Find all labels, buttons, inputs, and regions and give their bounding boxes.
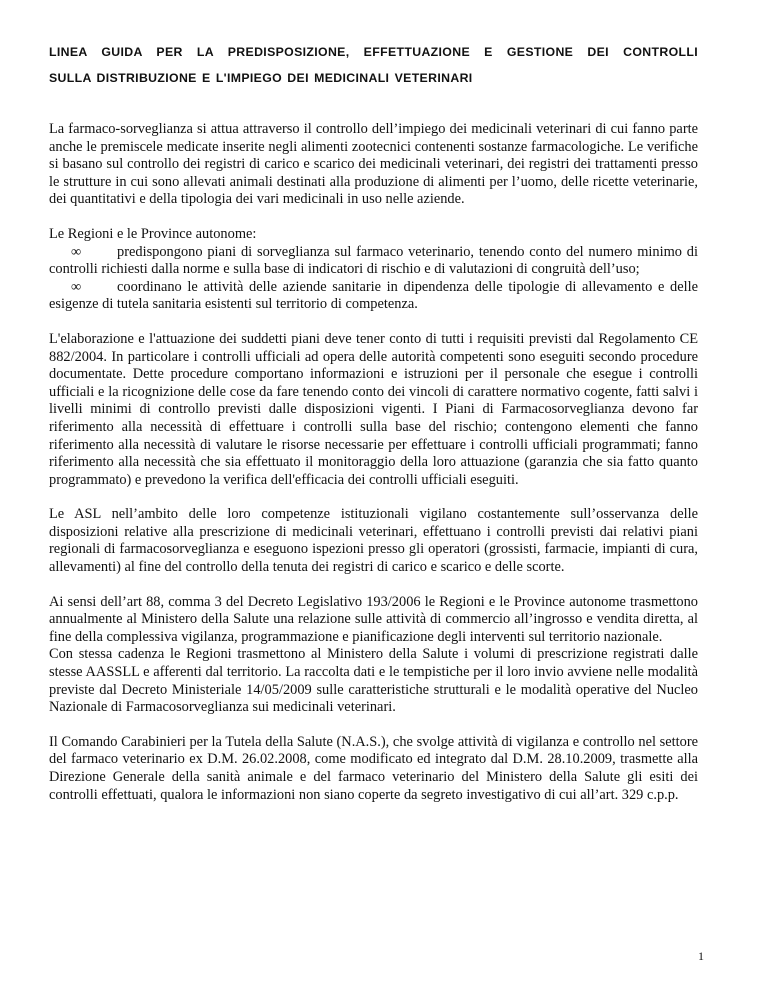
cadenza-paragraph: Con stessa cadenza le Regioni trasmettono al Ministero della Salute i volumi di prescrizione registrati dalle stesse AASSLL e afferenti dal territorio. La raccolta dati e le tempistiche per il loro invio avviene nelle modalità previste dal Decreto Ministeriale 14/05/2009 sulle caratteristiche strutturali e le modalità operative del Nucleo Nazionale di Farmacosorveglianza sui medicinali veterinari.: [49, 646, 698, 716]
bullet-item: [49, 279, 698, 314]
art88-paragraph: Ai sensi dell’art 88, comma 3 del Decreto Legislativo 193/2006 le Regioni e le Province autonome trasmettono annualmente al Ministero della Salute una relazione sulle attività di commercio all’ingrosso e vendita diretta, al fine della complessiva vigilanza, programmazione e pianificazione degli interventi sul territorio nazionale.: [49, 593, 698, 645]
regions-heading: Le Regioni e le Province autonome:: [49, 225, 257, 242]
elaborazione-paragraph: L'elaborazione e l'attuazione dei suddetti piani deve tener conto di tutti i requisiti previsti dal Regolamento CE 882/2004. In particolare i controlli ufficiali ad opera delle autorità competenti sono eseguiti secondo procedure documentate. Dette procedure comportano informazioni e istruzioni per il personale che esegue i controlli ufficiali e la ricognizione delle cose da fare tenendo conto dei vincoli di carattere normativo cogente, fatti salvi i livelli minimi di controllo previsti dalle disposizioni vigenti. I Piani di Farmacosorveglianza devono far riferimento alla necessità di effettuare i controlli sulla base del rischio; contengono elementi che fanno riferimento alla necessità di valutare le risorse necessarie per effettuare i controlli ufficiali programmati; fanno riferimento alla necessità che sia effettuato il monitoraggio della loro attuazione (garanzia che sia fatto quanto programmato) e prevedono la verifica dell'efficacia dei controlli ufficiali eseguiti.: [49, 330, 698, 488]
bullet-item: [49, 244, 698, 279]
nas-paragraph: Il Comando Carabinieri per la Tutela della Salute (N.A.S.), che svolge attività di vigilanza e controllo nel settore del farmaco veterinario ex D.M. 26.02.2008, come modificato ed integrato dal D.M. 28.10.2009, trasmette alla Direzione Generale della sanità animale e del farmaco veterinario del Ministero della Salute gli esiti dei controlli effettuati, qualora le informazioni non siano coperte da segreto investigativo di cui all’art. 329 c.p.p.: [49, 733, 698, 803]
infinity-bullet-icon: ∞: [71, 243, 82, 260]
bullet-text: predispongono piani di sorveglianza sul farmaco veterinario, tenendo conto del numero minimo di controlli richiesti dalla norme e sulla base di indicatori di rischio e di valutazioni di congruità dell’uso;: [49, 243, 698, 278]
document-body: [49, 121, 698, 804]
title-line-1: LINEA GUIDA PER LA PREDISPOSIZIONE, EFFETTUAZIONE E GESTIONE DEI CONTROLLI: [49, 45, 698, 59]
bullet-text: coordinano le attività delle aziende sanitarie in dipendenza delle tipologie di allevamento e delle esigenze di tutela sanitaria esistenti sul territorio di competenza.: [49, 278, 698, 313]
document-title: [49, 39, 698, 91]
title-line-2: SULLA DISTRIBUZIONE E L'IMPIEGO DEI MEDICINALI VETERINARI: [49, 71, 473, 85]
page-number: 1: [698, 949, 704, 963]
intro-paragraph: La farmaco-sorveglianza si attua attraverso il controllo dell’impiego dei medicinali veterinari di cui fanno parte anche le premiscele medicate inserite negli alimenti zootecnici contenenti sostanze farmacologiche. Le verifiche si basano sul controllo dei registri di carico e scarico dei medicinali veterinari, dei registri dei trattamenti presso le strutture in cui sono allevati animali destinati alla produzione di alimenti per l’uomo, delle ricette veterinarie, dei quantitativi e della tipologia dei vari medicinali in uso nelle aziende.: [49, 121, 698, 208]
asl-paragraph: Le ASL nell’ambito delle loro competenze istituzionali vigilano costantemente sull’osservanza delle disposizioni relative alla prescrizione di medicinali veterinari, effettuano i controlli previsti dai relativi piani regionali di farmacosorveglianza e eseguono ispezioni presso gli operatori (grossisti, farmacie, impianti di cura, allevamenti) al fine del controllo della tenuta dei registri di carico e scarico e delle scorte.: [49, 506, 698, 576]
infinity-bullet-icon: ∞: [71, 278, 82, 295]
